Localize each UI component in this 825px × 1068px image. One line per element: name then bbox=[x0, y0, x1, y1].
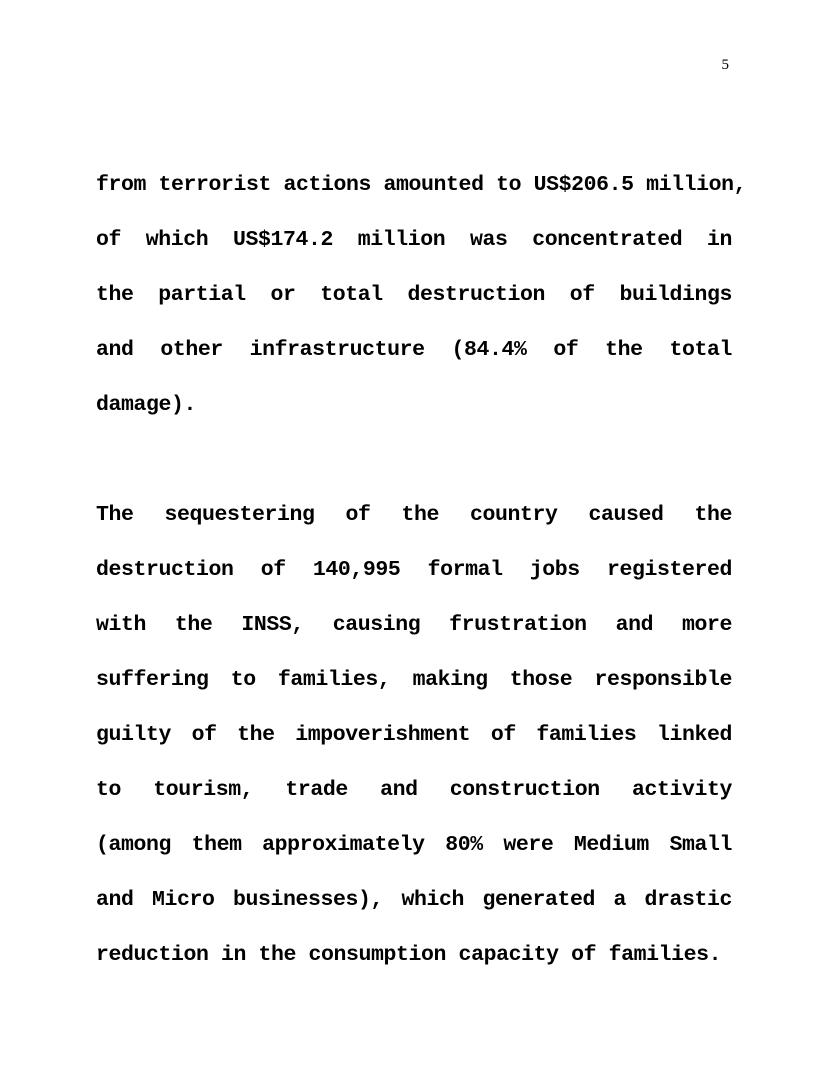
text-line: destruction of 140,995 formal jobs registered bbox=[96, 558, 732, 582]
text-line: damage). bbox=[96, 393, 197, 417]
text-line: of which US$174.2 million was concentrated in bbox=[96, 228, 732, 252]
text-line: guilty of the impoverishment of families linked bbox=[96, 723, 732, 747]
text-line: suffering to families, making those responsible bbox=[96, 668, 732, 692]
paragraph-damage-costs bbox=[96, 170, 747, 445]
text-line: reduction in the consumption capacity of families. bbox=[96, 943, 722, 967]
text-line: with the INSS, causing frustration and more bbox=[96, 613, 732, 637]
text-line: to tourism, trade and construction activity bbox=[96, 778, 732, 802]
paragraph-job-destruction bbox=[96, 500, 732, 995]
page-number: 5 bbox=[721, 57, 729, 73]
text-line: and Micro businesses), which generated a drastic bbox=[96, 888, 732, 912]
text-line: from terrorist actions amounted to US$206.5 million, bbox=[96, 173, 747, 197]
text-line: the partial or total destruction of buildings bbox=[96, 283, 732, 307]
text-line: and other infrastructure (84.4% of the total bbox=[96, 338, 732, 362]
text-line: The sequestering of the country caused the bbox=[96, 503, 732, 527]
text-line: (among them approximately 80% were Medium Small bbox=[96, 833, 732, 857]
